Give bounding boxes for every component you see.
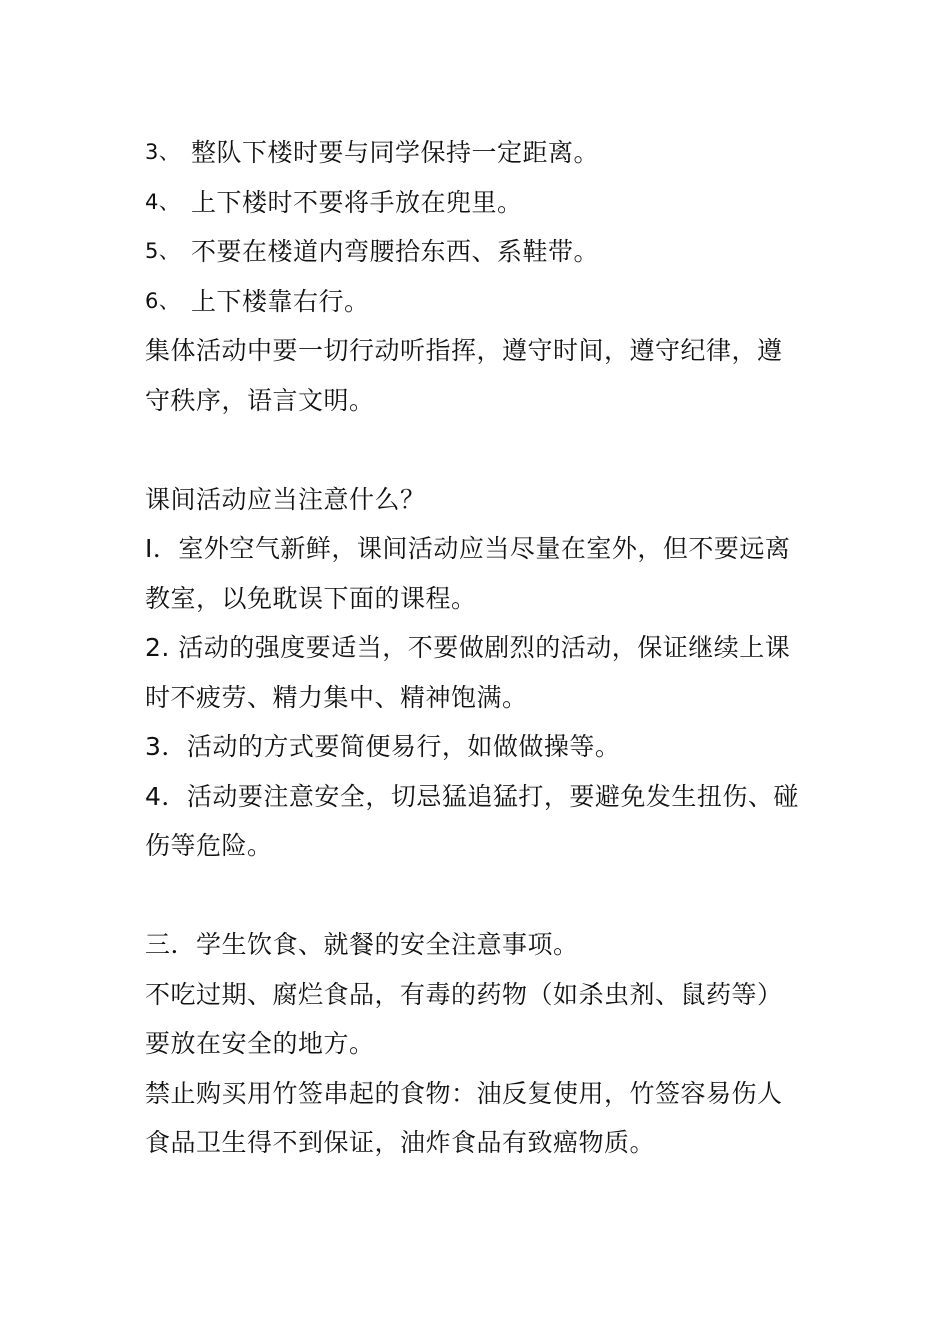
list-text: 不要在楼道内弯腰拾东西、系鞋带。 (191, 237, 600, 266)
list-number: 3、 (145, 140, 181, 164)
document-body (145, 128, 815, 1168)
section-heading: 课间活动应当注意什么？ (145, 484, 426, 514)
list-item (145, 227, 815, 277)
paragraph-line: 2. 活动的强度要适当，不要做剧烈的活动，保证继续上课 (145, 633, 791, 662)
list-number: 5、 (145, 239, 181, 263)
paragraph-line: 3．活动的方式要简便易行，如做做操等。 (145, 732, 621, 761)
paragraph-line: 不吃过期、腐烂食品，有毒的药物（如杀虫剂、鼠药等） (145, 979, 783, 1009)
list-number: 6、 (145, 288, 181, 313)
paragraph-line: 守秩序，语言文明。 (145, 385, 375, 415)
list-item (145, 178, 815, 228)
paragraph-line: 教室，以免耽误下面的课程。 (145, 583, 477, 613)
spacer (145, 871, 815, 921)
section-heading: 三．学生饮食、就餐的安全注意事项。 (145, 930, 579, 959)
paragraph-line: 集体活动中要一切行动听指挥，遵守时间，遵守纪律，遵 (145, 336, 783, 365)
list-item (145, 277, 815, 327)
paragraph-line: 禁止购买用竹签串起的食物：油反复使用，竹签容易伤人 (145, 1078, 783, 1108)
paragraph-line: I．室外空气新鲜，课间活动应当尽量在室外，但不要远离 (145, 534, 791, 563)
paragraph-line: 时不疲劳、精力集中、精神饱满。 (145, 682, 528, 712)
list-number: 4、 (145, 189, 181, 214)
paragraph-line: 4．活动要注意安全，切忌猛追猛打，要避免发生扭伤、碰 (145, 781, 799, 811)
paragraph-line: 伤等危险。 (145, 831, 273, 860)
spacer (145, 425, 815, 475)
list-text: 上下楼时不要将手放在兜里。 (191, 187, 523, 217)
paragraph-line: 食品卫生得不到保证，油炸食品有致癌物质。 (145, 1128, 656, 1157)
list-text: 上下楼靠右行。 (191, 286, 370, 316)
paragraph-line: 要放在安全的地方。 (145, 1029, 375, 1058)
list-text: 整队下楼时要与同学保持一定距离。 (191, 138, 600, 167)
list-item (145, 128, 815, 178)
